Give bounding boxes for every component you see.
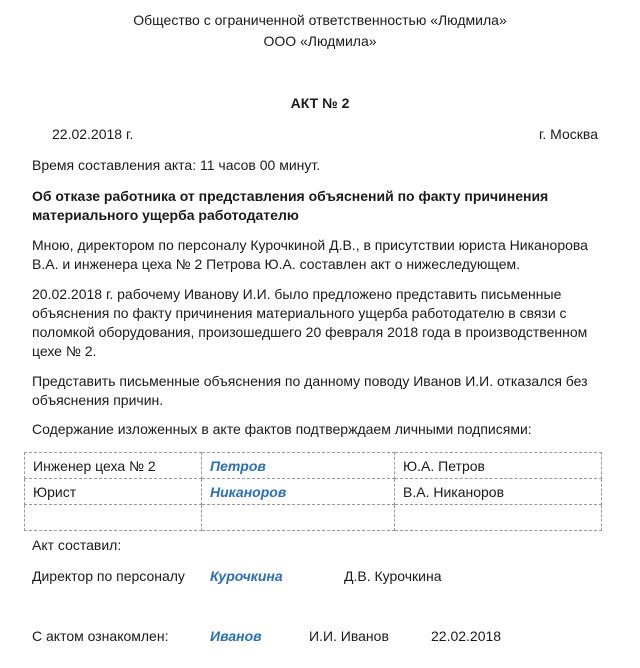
act-date: 22.02.2018 г.	[52, 126, 134, 142]
witness-signature: Петров	[202, 453, 395, 479]
table-row	[25, 453, 602, 479]
employee-name: И.И. Иванов	[309, 628, 389, 644]
table-row	[25, 505, 602, 531]
paragraph-confirmation: Содержание изложенных в акте фактов подтверждаем личными подписями:	[32, 421, 532, 437]
witness-name	[395, 505, 602, 531]
acquainted-label: С актом ознакомлен:	[32, 628, 169, 644]
organization-full-name: Общество с ограниченной ответственностью «Людмила»	[133, 12, 507, 28]
witness-position: Юрист	[25, 479, 202, 505]
paragraph-refusal: Представить письменные объяснения по данному поводу Иванов И.И. отказался без объяснения причин.	[32, 373, 588, 408]
composer-signature: Курочкина	[210, 568, 283, 584]
witness-name: Ю.А. Петров	[395, 453, 602, 479]
witness-signatures-table	[24, 452, 602, 531]
composer-name: Д.В. Курочкина	[344, 568, 442, 584]
composed-label: Акт составил:	[32, 537, 122, 553]
witness-position: Инженер цеха № 2	[25, 453, 202, 479]
composer-position: Директор по персоналу	[32, 568, 185, 584]
table-row	[25, 479, 602, 505]
paragraph-facts: 20.02.2018 г. рабочему Иванову И.И. было предложено представить письменные объяснения по факту причинения материального ущерба работодателю в связи с поломкой оборудования, произошедшего 20 февраля 2018 года в производственном цехе № 2.	[32, 286, 588, 359]
acquainted-date: 22.02.2018	[431, 628, 502, 644]
act-title: АКТ № 2	[290, 95, 350, 111]
witness-position	[25, 505, 202, 531]
act-time: Время составления акта: 11 часов 00 минут.	[32, 157, 321, 173]
act-subject: Об отказе работника от представления объяснений по факту причинения материального ущерба работодателю	[32, 188, 549, 223]
act-city: г. Москва	[539, 126, 598, 142]
witness-signature: Никаноров	[202, 479, 395, 505]
witness-name: В.А. Никаноров	[395, 479, 602, 505]
employee-signature: Иванов	[210, 628, 262, 644]
paragraph-participants: Мною, директором по персоналу Курочкиной Д.В., в присутствии юриста Никанорова В.А. и инженера цеха № 2 Петрова Ю.А. составлен акт о нижеследующем.	[32, 237, 588, 272]
witness-signature	[202, 505, 395, 531]
organization-short-name: ООО «Людмила»	[263, 33, 377, 49]
